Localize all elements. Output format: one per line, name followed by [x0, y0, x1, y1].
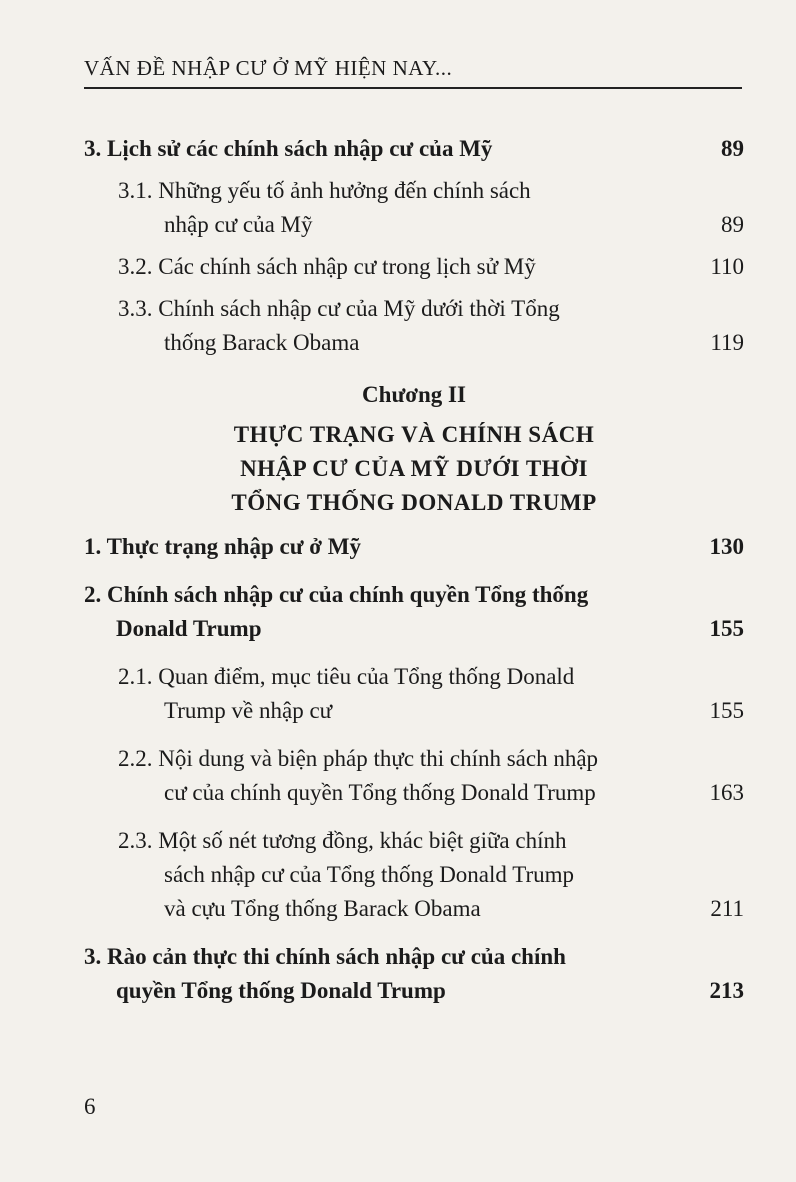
- toc-page-number: 110: [710, 254, 744, 279]
- toc-entry-text: 2.3. Một số nét tương đồng, khác biệt giữa chính sách nhập cư của Tổng thống Donald Trump và cựu Tổng thống Barack Obama: [118, 828, 575, 921]
- running-head: VẤN ĐỀ NHẬP CƯ Ở MỸ HIỆN NAY...: [84, 56, 742, 89]
- toc-page-number: 89: [721, 136, 744, 161]
- toc-entry-c3: [84, 940, 744, 1008]
- toc-entry-c2: [84, 578, 744, 646]
- toc-entry-text: 3. Rào cản thực thi chính sách nhập cư của chính quyền Tổng thống Donald Trump: [84, 944, 566, 1003]
- toc-entry-c1: [84, 530, 744, 564]
- toc-page-number: 119: [710, 330, 744, 355]
- toc-entry-3: [84, 132, 744, 166]
- toc-entry-text: 1. Thực trạng nhập cư ở Mỹ: [84, 534, 361, 559]
- toc-entry-text: 3.1. Những yếu tố ảnh hưởng đến chính sách nhập cư của Mỹ: [118, 178, 531, 237]
- toc-entry-text: 3.3. Chính sách nhập cư của Mỹ dưới thời Tổng thống Barack Obama: [118, 296, 560, 355]
- toc-entry-text: 3. Lịch sử các chính sách nhập cư của Mỹ: [84, 136, 493, 161]
- toc-page-number: 130: [709, 534, 744, 559]
- chapter-label: Chương II: [362, 382, 466, 407]
- toc-entry-text: 3.2. Các chính sách nhập cư trong lịch sử Mỹ: [118, 254, 536, 279]
- toc-page-number: 155: [709, 616, 744, 641]
- folio-page-number: 6: [84, 1094, 96, 1119]
- toc-page-number: 155: [709, 698, 744, 723]
- toc-page-number: 211: [710, 896, 744, 921]
- toc-entry-c2-3: [84, 824, 744, 926]
- toc-page-number: 89: [721, 212, 744, 237]
- toc-entry-text: 2.2. Nội dung và biện pháp thực thi chính sách nhập cư của chính quyền Tổng thống Donald Trump: [118, 746, 599, 805]
- toc-entry-3-3: [84, 292, 744, 360]
- toc-entry-3-2: [84, 250, 744, 284]
- table-of-contents: [84, 132, 744, 1008]
- toc-entry-3-1: [84, 174, 744, 242]
- toc-entry-text: 2.1. Quan điểm, mục tiêu của Tổng thống Donald Trump về nhập cư: [118, 664, 575, 723]
- toc-page-number: 163: [709, 780, 744, 805]
- toc-page-number: 213: [709, 978, 744, 1003]
- toc-entry-c2-1: [84, 660, 744, 728]
- toc-entry-text: 2. Chính sách nhập cư của chính quyền Tổng thống Donald Trump: [84, 582, 589, 641]
- toc-entry-c2-2: [84, 742, 744, 810]
- chapter-title: THỰC TRẠNG VÀ CHÍNH SÁCH NHẬP CƯ CỦA MỸ DƯỚI THỜI TỔNG THỐNG DONALD TRUMP: [231, 422, 597, 515]
